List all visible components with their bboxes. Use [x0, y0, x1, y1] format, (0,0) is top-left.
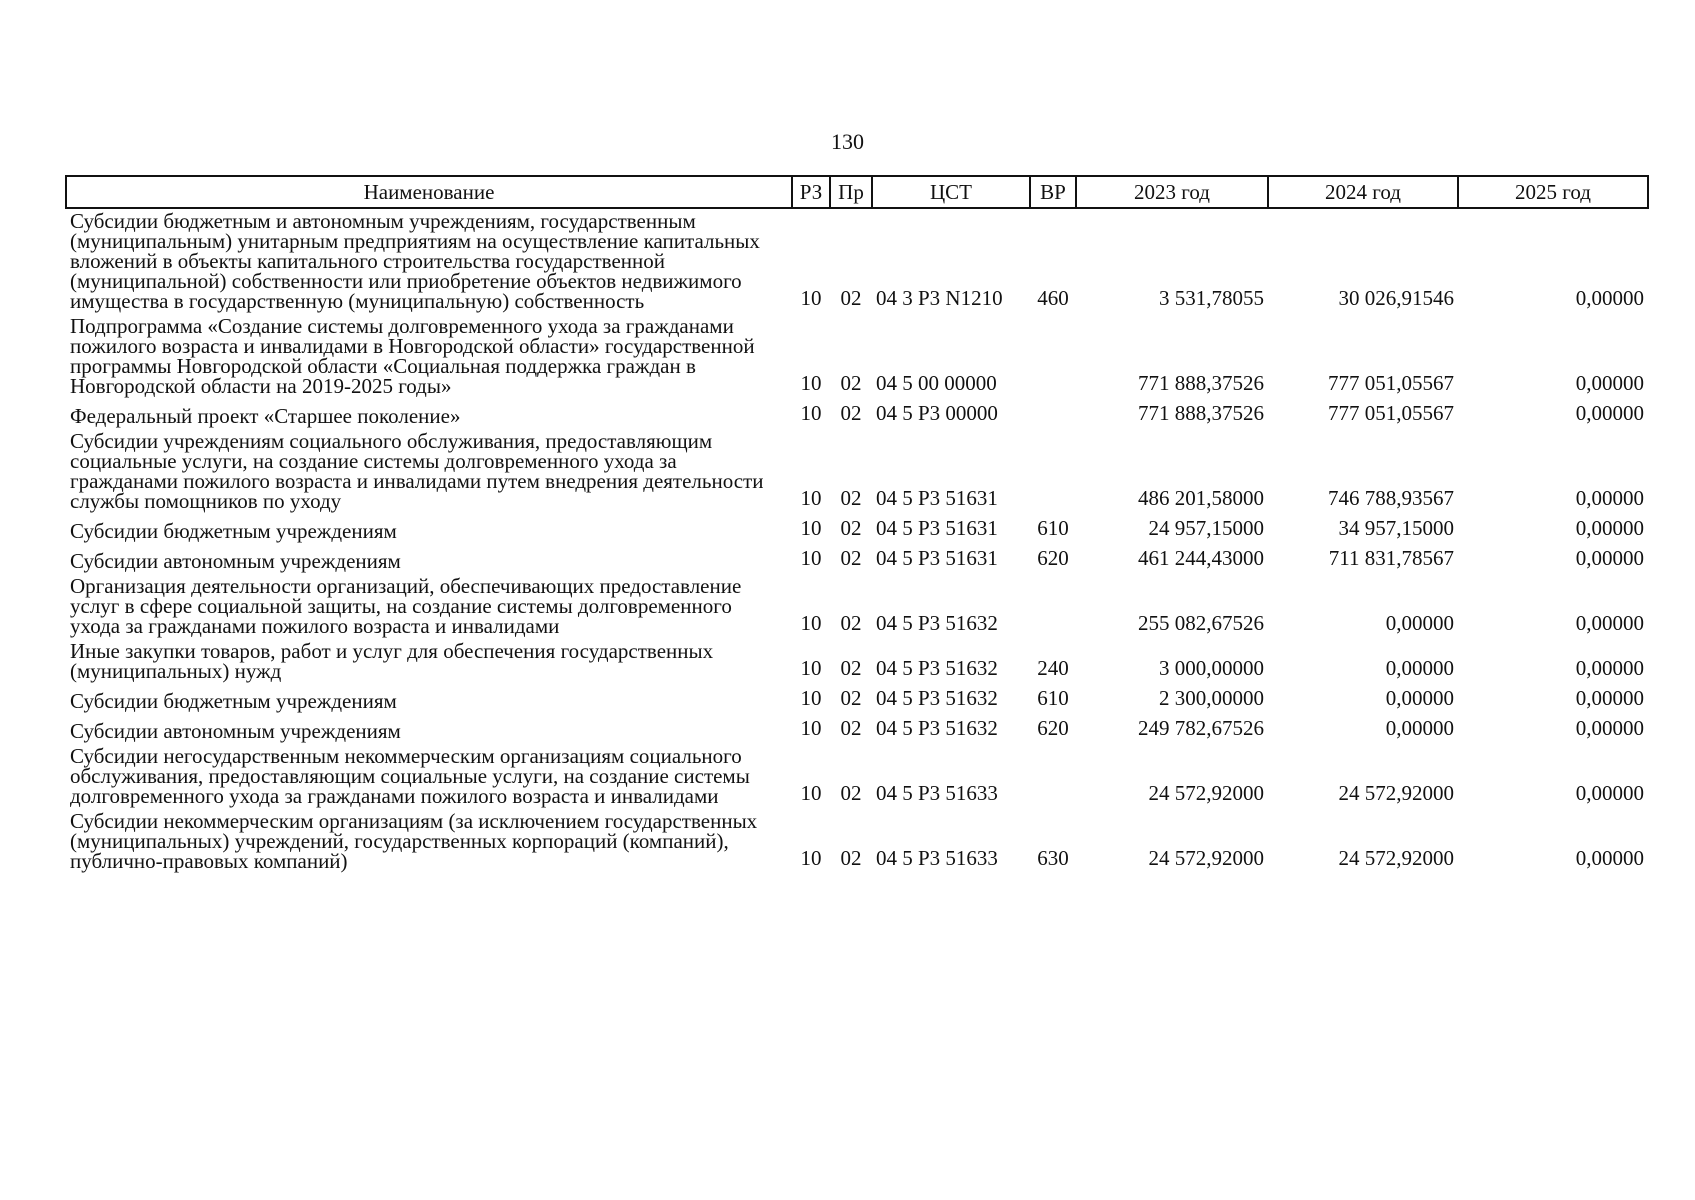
row-rz: 10 — [800, 846, 822, 870]
row-cst: 04 5 Р3 51632 — [876, 611, 998, 635]
row-name: Субсидии негосударственным некоммерческим организациям социального обслуживания, предоставляющим социальные услуги, на создание системы долговременного ухода за гражданами пожилого возраста и инвалидами — [70, 744, 750, 808]
row-amount-2023: 24 957,15000 — [1148, 516, 1264, 540]
row-name: Субсидии бюджетным и автономным учреждениям, государственным (муниципальным) унитарным предприятиям на осуществление капитальных вложений в объекты капитального строительства государственной (муниципальной) собственности или приобретение объектов недвижимого имущества в государственную (муниципальную) собственность — [70, 209, 760, 313]
row-vr — [1030, 429, 1076, 514]
row-cst: 04 3 Р3 N1210 — [876, 286, 1003, 310]
row-vr: 610 — [1037, 516, 1069, 540]
row-amount-2023: 24 572,92000 — [1148, 781, 1264, 805]
row-vr — [1030, 574, 1076, 639]
table-row — [66, 208, 1648, 314]
row-amount-2024: 711 831,78567 — [1328, 546, 1454, 570]
row-amount-2023: 771 888,37526 — [1138, 371, 1264, 395]
row-amount-2023: 255 082,67526 — [1138, 611, 1264, 635]
row-vr — [1030, 314, 1076, 399]
row-pr: 02 — [840, 656, 862, 680]
row-amount-2025: 0,00000 — [1575, 516, 1644, 540]
row-vr — [1030, 744, 1076, 809]
row-amount-2023: 2 300,00000 — [1159, 686, 1264, 710]
row-amount-2025: 0,00000 — [1575, 286, 1644, 310]
row-amount-2024: 777 051,05567 — [1328, 401, 1454, 425]
row-amount-2024: 34 957,15000 — [1338, 516, 1454, 540]
row-vr: 610 — [1037, 686, 1069, 710]
row-rz: 10 — [800, 516, 822, 540]
row-pr: 02 — [840, 401, 862, 425]
column-header-2025: 2025 год — [1458, 176, 1648, 208]
row-vr: 620 — [1037, 716, 1069, 740]
page-number: 130 — [831, 129, 864, 154]
table-row — [66, 809, 1648, 874]
row-name: Субсидии автономным учреждениям — [70, 719, 401, 743]
row-amount-2023: 3 000,00000 — [1159, 656, 1264, 680]
row-amount-2024: 0,00000 — [1385, 716, 1454, 740]
row-amount-2023: 771 888,37526 — [1138, 401, 1264, 425]
row-rz: 10 — [800, 286, 822, 310]
column-header-pr: Пр — [830, 176, 872, 208]
row-amount-2023: 24 572,92000 — [1148, 846, 1264, 870]
row-name: Субсидии учреждениям социального обслуживания, предоставляющим социальные услуги, на создание системы долговременного ухода за гражданами пожилого возраста и инвалидами путем внедрения деятельности службы помощников по уходу — [70, 429, 764, 513]
row-pr: 02 — [840, 781, 862, 805]
row-amount-2025: 0,00000 — [1575, 686, 1644, 710]
row-rz: 10 — [800, 611, 822, 635]
row-cst: 04 5 Р3 51632 — [876, 656, 998, 680]
row-pr: 02 — [840, 611, 862, 635]
row-amount-2025: 0,00000 — [1575, 401, 1644, 425]
table-row — [66, 744, 1648, 809]
row-amount-2024: 0,00000 — [1385, 686, 1454, 710]
row-amount-2025: 0,00000 — [1575, 371, 1644, 395]
row-amount-2024: 0,00000 — [1385, 611, 1454, 635]
row-amount-2024: 24 572,92000 — [1338, 781, 1454, 805]
row-name: Субсидии бюджетным учреждениям — [70, 519, 397, 543]
row-cst: 04 5 Р3 51632 — [876, 686, 998, 710]
row-amount-2024: 746 788,93567 — [1328, 486, 1454, 510]
table-row — [66, 714, 1648, 744]
row-rz: 10 — [800, 401, 822, 425]
row-amount-2025: 0,00000 — [1575, 546, 1644, 570]
row-vr: 620 — [1037, 546, 1069, 570]
table-row — [66, 429, 1648, 514]
table-row — [66, 684, 1648, 714]
table-row — [66, 314, 1648, 399]
row-amount-2023: 486 201,58000 — [1138, 486, 1264, 510]
row-vr: 460 — [1037, 286, 1069, 310]
row-amount-2024: 777 051,05567 — [1328, 371, 1454, 395]
row-rz: 10 — [800, 371, 822, 395]
row-name: Подпрограмма «Создание системы долговременного ухода за гражданами пожилого возраста и инвалидами в Новгородской области» государственной программы Новгородской области «Социальная поддержка граждан в Новгородской области на 2019-2025 годы» — [70, 314, 755, 398]
row-name: Иные закупки товаров, работ и услуг для обеспечения государственных (муниципальных) нужд — [70, 639, 714, 683]
column-header-2024: 2024 год — [1268, 176, 1458, 208]
row-pr: 02 — [840, 546, 862, 570]
table-row — [66, 399, 1648, 429]
column-header-rz: РЗ — [792, 176, 830, 208]
row-name: Субсидии бюджетным учреждениям — [70, 689, 397, 713]
row-pr: 02 — [840, 516, 862, 540]
row-cst: 04 5 Р3 51633 — [876, 781, 998, 805]
row-vr — [1030, 399, 1076, 429]
table-row — [66, 639, 1648, 684]
row-amount-2023: 461 244,43000 — [1138, 546, 1264, 570]
row-cst: 04 5 Р3 51631 — [876, 546, 998, 570]
row-pr: 02 — [840, 286, 862, 310]
row-amount-2024: 24 572,92000 — [1338, 846, 1454, 870]
row-amount-2023: 249 782,67526 — [1138, 716, 1264, 740]
row-rz: 10 — [800, 686, 822, 710]
row-name: Субсидии автономным учреждениям — [70, 549, 401, 573]
row-vr: 630 — [1037, 846, 1069, 870]
table-row — [66, 574, 1648, 639]
row-cst: 04 5 Р3 51632 — [876, 716, 998, 740]
column-header-name: Наименование — [66, 176, 792, 208]
row-name: Субсидии некоммерческим организациям (за исключением государственных (муниципальных) учреждений, государственных корпораций (компаний), публично-правовых компаний) — [70, 809, 758, 873]
row-amount-2023: 3 531,78055 — [1159, 286, 1264, 310]
row-pr: 02 — [840, 716, 862, 740]
row-amount-2025: 0,00000 — [1575, 656, 1644, 680]
row-cst: 04 5 Р3 51631 — [876, 486, 998, 510]
row-name: Организация деятельности организаций, обеспечивающих предоставление услуг в сфере социальной защиты, на создание системы долговременного ухода за гражданами пожилого возраста и инвалидами — [70, 574, 742, 638]
table-body — [66, 208, 1648, 874]
row-rz: 10 — [800, 546, 822, 570]
row-pr: 02 — [840, 486, 862, 510]
row-pr: 02 — [840, 686, 862, 710]
row-cst: 04 5 Р3 00000 — [876, 401, 998, 425]
row-rz: 10 — [800, 486, 822, 510]
column-header-cst: ЦСТ — [872, 176, 1030, 208]
row-rz: 10 — [800, 716, 822, 740]
row-amount-2024: 30 026,91546 — [1338, 286, 1454, 310]
budget-table — [65, 175, 1649, 874]
row-vr: 240 — [1037, 656, 1069, 680]
row-rz: 10 — [800, 656, 822, 680]
row-name: Федеральный проект «Старшее поколение» — [70, 404, 461, 428]
table-row — [66, 514, 1648, 544]
column-header-vr: ВР — [1030, 176, 1076, 208]
row-pr: 02 — [840, 371, 862, 395]
row-rz: 10 — [800, 781, 822, 805]
column-header-2023: 2023 год — [1076, 176, 1268, 208]
row-cst: 04 5 00 00000 — [876, 371, 997, 395]
row-pr: 02 — [840, 846, 862, 870]
row-amount-2025: 0,00000 — [1575, 781, 1644, 805]
row-amount-2024: 0,00000 — [1385, 656, 1454, 680]
row-amount-2025: 0,00000 — [1575, 486, 1644, 510]
row-amount-2025: 0,00000 — [1575, 611, 1644, 635]
row-cst: 04 5 Р3 51631 — [876, 516, 998, 540]
table-header — [66, 176, 1648, 208]
table-row — [66, 544, 1648, 574]
row-cst: 04 5 Р3 51633 — [876, 846, 998, 870]
row-amount-2025: 0,00000 — [1575, 716, 1644, 740]
row-amount-2025: 0,00000 — [1575, 846, 1644, 870]
